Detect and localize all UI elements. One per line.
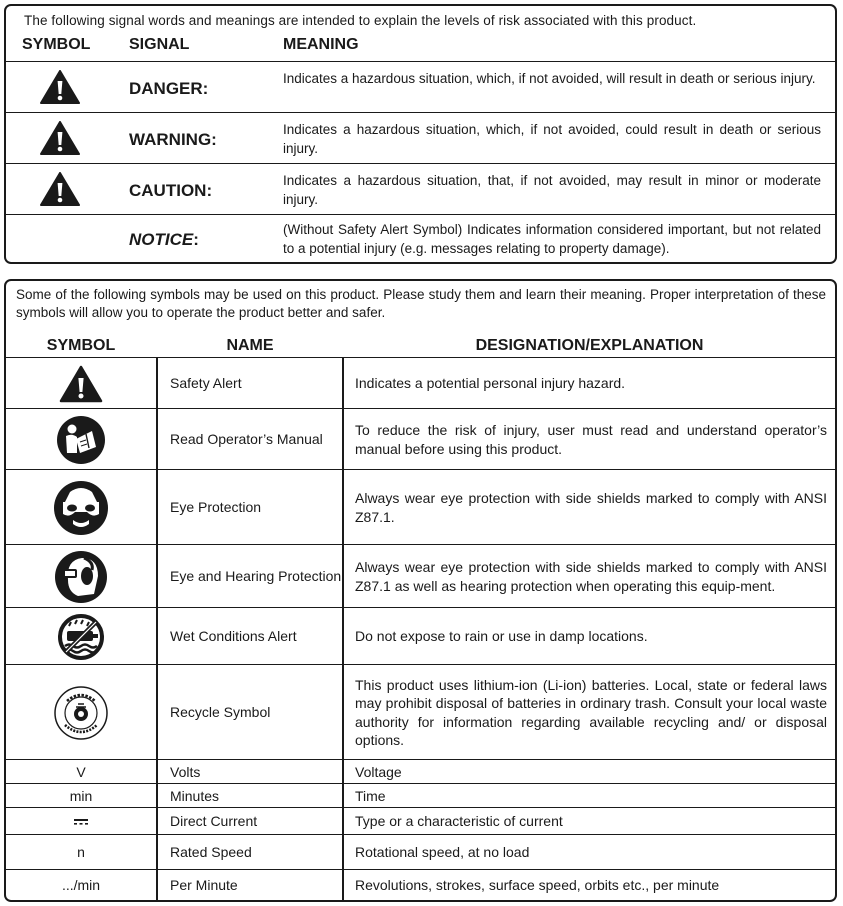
notice-word: NOTICE	[129, 230, 194, 249]
symbol-description: Always wear eye protection with side shields marked to comply with ANSI Z87.1.	[355, 490, 827, 525]
signal-word-notice	[129, 230, 199, 250]
signal-intro-text: The following signal words and meanings are intended to explain the levels of risk associated with this product.	[24, 13, 697, 28]
recycle-seal-icon	[53, 685, 109, 741]
symbol-row	[6, 544, 835, 608]
header-designation: DESIGNATION/EXPLANATION	[475, 337, 704, 354]
symbols-intro-text: Some of the following symbols may be used on this product. Please study them and learn their meaning. Proper interpretation of these symbols will allow you to operate the product better and safer.	[16, 287, 826, 320]
read-manual-icon	[56, 415, 106, 465]
symbol-row	[6, 783, 835, 808]
notice-colon: :	[193, 230, 199, 249]
symbol-name: Minutes	[170, 787, 220, 804]
safety-alert-icon	[59, 365, 103, 403]
signal-row-notice	[6, 214, 835, 262]
symbol-row	[6, 759, 835, 784]
signal-meaning: Indicates a hazardous situation, which, if not avoided, will result in death or serious injury.	[283, 71, 816, 86]
signal-word: CAUTION:	[129, 181, 213, 200]
symbol-description: Time	[355, 787, 386, 804]
symbol-row	[6, 607, 835, 665]
symbol-row	[6, 869, 835, 900]
symbol-description: To reduce the risk of injury, user must read and understand operator’s manual before using this product.	[355, 422, 827, 457]
symbol-row	[6, 357, 835, 409]
symbol-description: Revolutions, strokes, surface speed, orbits etc., per minute	[355, 876, 720, 893]
symbol-description: Voltage	[355, 763, 402, 780]
header-signal: SIGNAL	[129, 36, 190, 53]
symbol-row	[6, 408, 835, 470]
signal-word: DANGER:	[129, 79, 209, 98]
symbol-name: Per Minute	[170, 876, 238, 893]
header-symbol: SYMBOL	[46, 337, 116, 354]
header-name: NAME	[226, 337, 274, 354]
symbol-description: This product uses lithium-ion (Li-ion) batteries. Local, state or federal laws may prohibit disposal of batteries in ordinary trash. Consult your local waste authority for information regarding available recycling and/ or disposal options.	[355, 676, 827, 748]
signal-row-caution	[6, 163, 835, 215]
symbol-name: Wet Conditions Alert	[170, 628, 297, 645]
header-meaning: MEANING	[283, 36, 359, 53]
signal-row-danger	[6, 61, 835, 113]
symbol-description: Rotational speed, at no load	[355, 844, 530, 861]
symbol-row	[6, 664, 835, 760]
symbol-name: Read Operator’s Manual	[170, 431, 323, 448]
symbol-name: Eye Protection	[170, 499, 262, 516]
symbol-name: Safety Alert	[170, 375, 242, 392]
signal-word: WARNING:	[129, 130, 217, 149]
symbol-text: n	[77, 844, 85, 861]
warning-triangle-icon	[40, 121, 80, 155]
symbol-text: .../min	[61, 876, 101, 893]
warning-triangle-icon	[40, 172, 80, 206]
symbol-row	[6, 834, 835, 870]
symbol-row	[6, 807, 835, 835]
eye-hearing-protection-icon	[54, 550, 108, 604]
direct-current-icon	[73, 818, 89, 826]
eye-protection-icon	[53, 480, 109, 536]
symbol-name: Rated Speed	[170, 844, 252, 861]
signal-meaning: (Without Safety Alert Symbol) Indicates information considered important, but not related to a potential injury (e.g. messages relating to property damage).	[283, 222, 821, 256]
signal-words-panel	[4, 4, 837, 264]
symbols-panel	[4, 279, 837, 902]
symbol-text: V	[76, 763, 86, 780]
symbol-name: Recycle Symbol	[170, 704, 271, 721]
symbol-name: Volts	[170, 763, 201, 780]
signal-row-warning	[6, 112, 835, 164]
symbol-row	[6, 469, 835, 545]
symbol-description: Indicates a potential personal injury hazard.	[355, 375, 626, 392]
symbol-text: min	[69, 787, 93, 804]
header-symbol: SYMBOL	[22, 36, 91, 53]
symbol-name: Eye and Hearing Protection	[170, 568, 342, 585]
signal-meaning: Indicates a hazardous situation, that, if not avoided, may result in minor or moderate injury.	[283, 173, 821, 207]
wet-conditions-icon	[57, 613, 105, 661]
symbol-description: Do not expose to rain or use in damp locations.	[355, 628, 648, 645]
symbol-description: Always wear eye protection with side shields marked to comply with ANSI Z87.1 as well as hearing protection when operating this equip-ment.	[355, 559, 827, 594]
symbol-name: Direct Current	[170, 813, 258, 830]
signal-meaning: Indicates a hazardous situation, which, if not avoided, could result in death or serious injury.	[283, 122, 821, 156]
warning-triangle-icon	[40, 70, 80, 104]
symbol-description: Type or a characteristic of current	[355, 813, 563, 830]
